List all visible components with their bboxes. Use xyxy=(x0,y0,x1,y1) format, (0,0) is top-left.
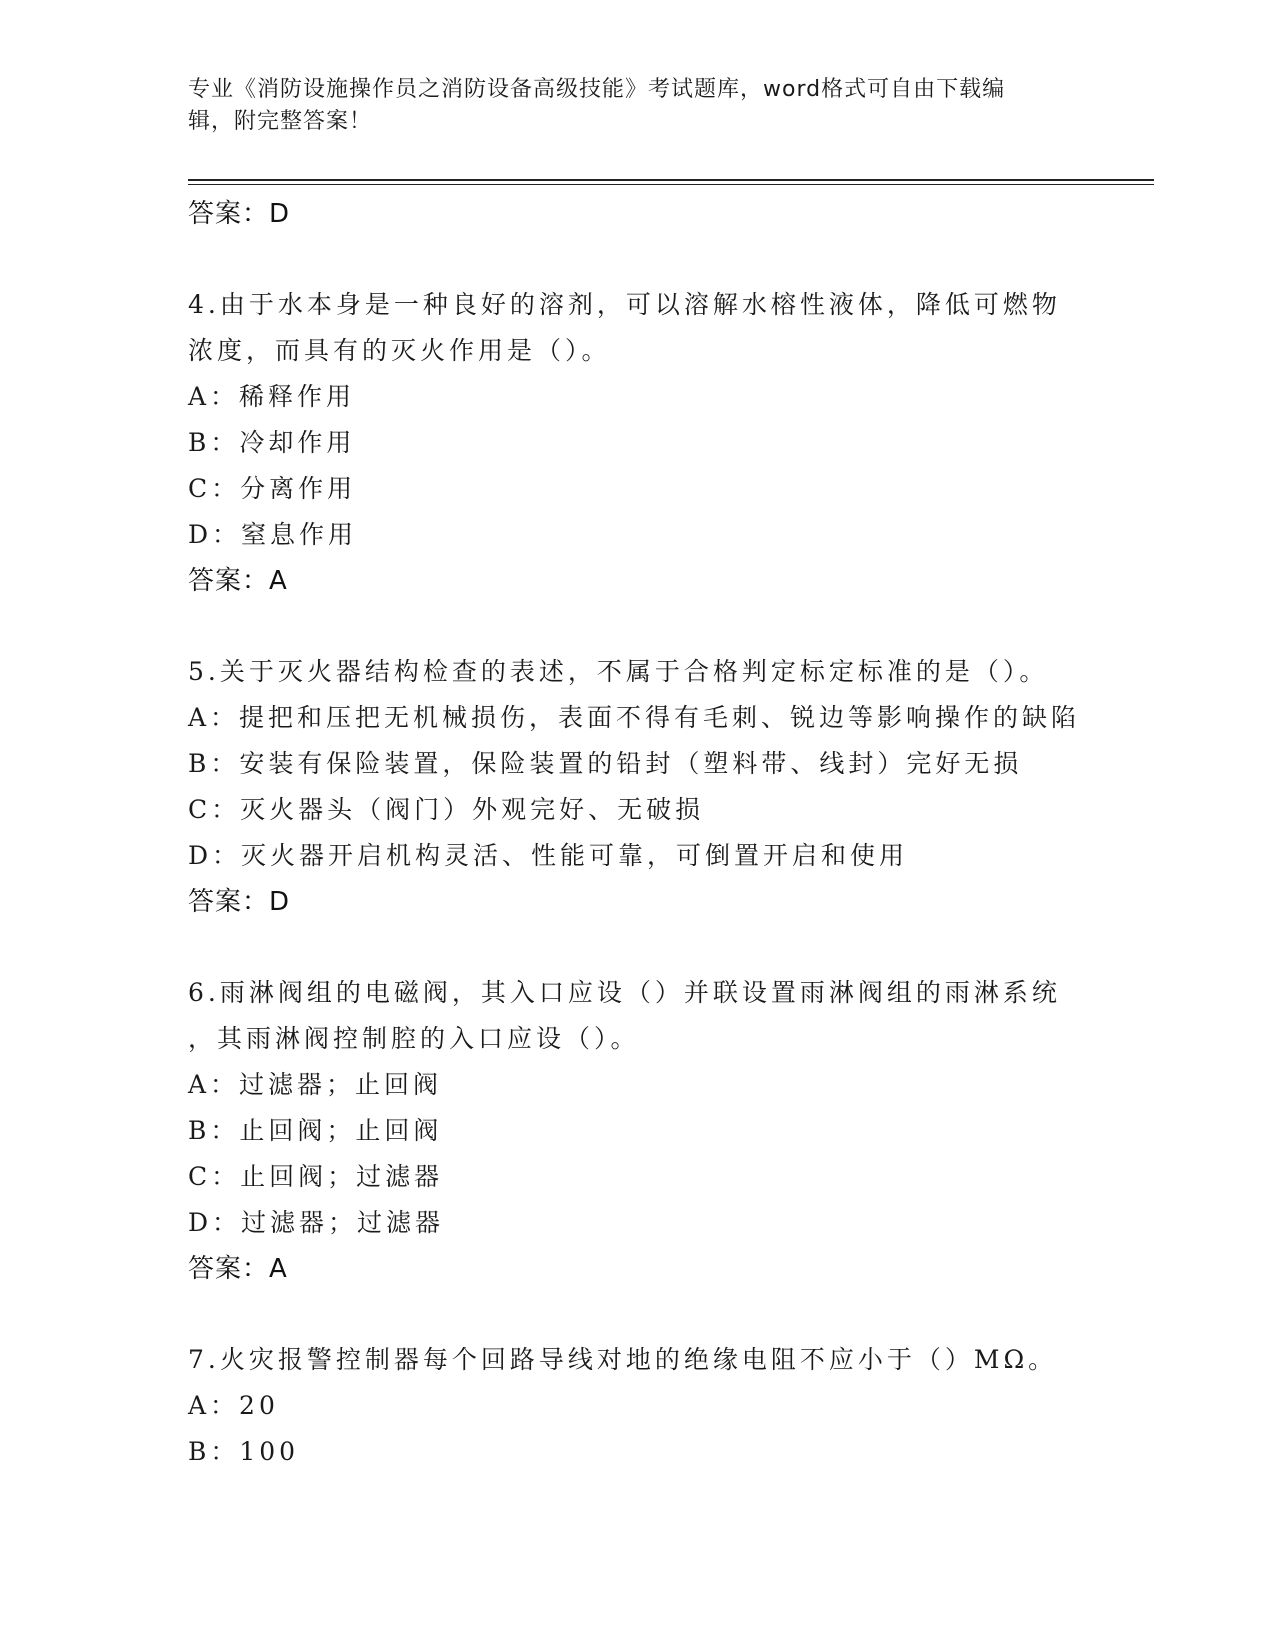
option-d: D：窒息作用 xyxy=(188,520,358,549)
answer-line: 答案：A xyxy=(188,566,288,596)
option-a: A：过滤器；止回阀 xyxy=(188,1070,443,1099)
question-block xyxy=(188,1337,1168,1475)
option-d: D：灭火器开启机构灵活、性能可靠，可倒置开启和使用 xyxy=(188,841,909,870)
answer-line: 答案：A xyxy=(188,1254,288,1284)
question-block xyxy=(188,649,1168,925)
header-divider-thick xyxy=(188,179,1154,181)
option-d: D：过滤器；过滤器 xyxy=(188,1208,445,1237)
option-b: B：安装有保险装置，保险装置的铅封（塑料带、线封）完好无损 xyxy=(188,749,1023,778)
question-block xyxy=(188,970,1168,1292)
question-text: 5.关于灭火器结构检查的表述，不属于合格判定标定标准的是（）。 xyxy=(188,657,1049,686)
option-b: B：100 xyxy=(188,1437,300,1466)
question-text: ，其雨淋阀控制腔的入口应设（）。 xyxy=(188,1024,640,1053)
block-spacer xyxy=(188,925,1168,970)
header-line-2: 辑，附完整答案！ xyxy=(188,109,373,134)
block-spacer xyxy=(188,237,1168,282)
option-a: A：稀释作用 xyxy=(188,382,356,411)
option-c: C：止回阀；过滤器 xyxy=(188,1162,444,1191)
question-text: 7.火灾报警控制器每个回路导线对地的绝缘电阻不应小于（）MΩ。 xyxy=(188,1345,1058,1374)
option-c: C：灭火器头（阀门）外观完好、无破损 xyxy=(188,795,705,824)
header-divider-thin xyxy=(188,184,1154,185)
question-list xyxy=(188,191,1168,1475)
question-text: 浓度，而具有的灭火作用是（）。 xyxy=(188,336,611,365)
option-b: B：冷却作用 xyxy=(188,428,356,457)
block-spacer xyxy=(188,604,1168,649)
option-b: B：止回阀；止回阀 xyxy=(188,1116,443,1145)
question-text: 6.雨淋阀组的电磁阀，其入口应设（）并联设置雨淋阀组的雨淋系统 xyxy=(188,978,1061,1007)
option-a: A：20 xyxy=(188,1391,279,1420)
option-a: A：提把和压把无机械损伤，表面不得有毛刺、锐边等影响操作的缺陷 xyxy=(188,703,1081,732)
question-text: 4.由于水本身是一种良好的溶剂，可以溶解水榕性液体，降低可燃物 xyxy=(188,290,1061,319)
block-spacer xyxy=(188,1292,1168,1337)
answer-line: 答案：D xyxy=(188,199,291,229)
document-header xyxy=(188,74,1088,138)
option-c: C：分离作用 xyxy=(188,474,357,503)
answer-line: 答案：D xyxy=(188,887,291,917)
header-line-1: 专业《消防设施操作员之消防设备高级技能》考试题库，word格式可自由下载编 xyxy=(188,77,1006,102)
question-block xyxy=(188,282,1168,604)
